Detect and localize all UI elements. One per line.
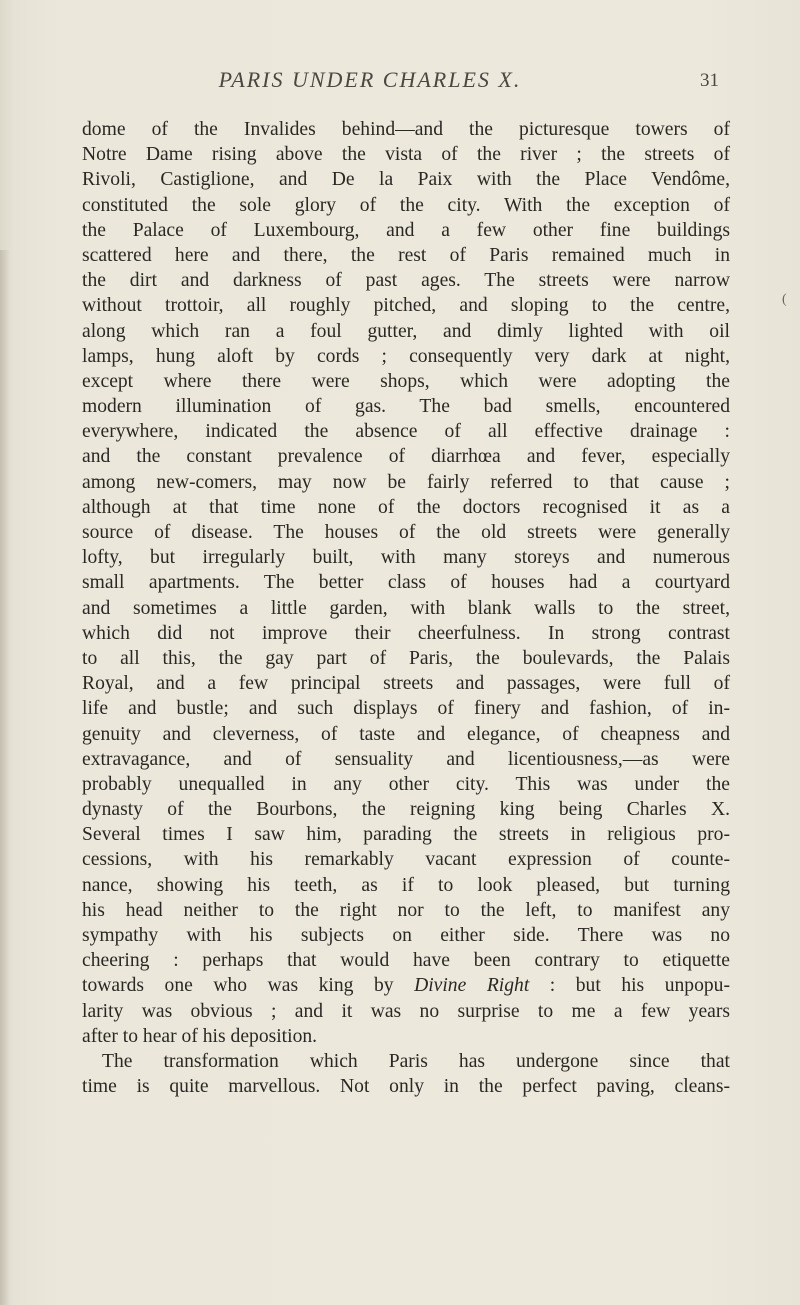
text-line: and the constant prevalence of diarrhœa and fever, especially: [82, 446, 730, 468]
text-line: and sometimes a little garden, with blank walls to the street,: [82, 597, 730, 619]
text-line: along which ran a foul gutter, and dimly lighted with oil: [82, 320, 730, 342]
text-line: everywhere, indicated the absence of all effective drainage :: [82, 421, 730, 443]
text-line: larity was obvious ; and it was no surprise to me a few years: [82, 1000, 730, 1022]
text-line: sympathy with his subjects on either side. There was no: [82, 925, 730, 946]
text-line: to all this, the gay part of Paris, the boulevards, the Palais: [82, 647, 730, 669]
text-line: among new-comers, may now be fairly referred to that cause ;: [82, 471, 730, 493]
text-line: Several times I saw him, parading the streets in religious pro-: [82, 824, 730, 846]
text-line: without trottoir, all roughly pitched, and sloping to the centre,: [82, 295, 730, 317]
text-line: although at that time none of the doctors recognised it as a: [82, 496, 730, 518]
text-line: source of disease. The houses of the old streets were generally: [82, 522, 730, 543]
text-line: scattered here and there, the rest of Paris remained much in: [82, 244, 730, 266]
text-line: lamps, hung aloft by cords ; consequently very dark at night,: [82, 345, 730, 367]
text-line: time is quite marvellous. Not only in the perfect paving, cleans-: [82, 1076, 730, 1098]
line-start: towards one who was king by: [82, 975, 415, 997]
text-line: his head neither to the right nor to the left, to manifest any: [82, 899, 730, 921]
text-line: genuity and cleverness, of taste and elegance, of cheapness and: [82, 723, 730, 745]
margin-mark: (: [782, 292, 787, 307]
text-line: the Palace of Luxembourg, and a few other fine buildings: [82, 219, 730, 241]
text-line: cessions, with his remarkably vacant expression of counte-: [82, 849, 730, 871]
text-line: probably unequalled in any other city. This was under the: [82, 773, 730, 795]
text-line: Notre Dame rising above the vista of the river ; the streets of: [82, 144, 730, 166]
text-line: Rivoli, Castiglione, and De la Paix with the Place Vendôme,: [82, 169, 730, 191]
text-line: modern illumination of gas. The bad smells, encountered: [82, 396, 730, 418]
text-line: nance, showing his teeth, as if to look pleased, but turning: [82, 874, 730, 896]
text-line: life and bustle; and such displays of finery and fashion, of in-: [82, 698, 730, 720]
text-line: Royal, and a few principal streets and passages, were full of: [82, 673, 730, 695]
text-line: cheering : perhaps that would have been contrary to etiquette: [82, 950, 730, 972]
body-text: [82, 117, 730, 1099]
binding-shadow: [0, 250, 10, 1305]
text-line: after to hear of his deposition.: [82, 1025, 318, 1047]
text-line: lofty, but irregularly built, with many storeys and numerous: [82, 547, 730, 569]
page-number: 31: [700, 70, 719, 91]
line-end: : but his unpopu-: [529, 975, 731, 997]
text-line: dome of the Invalides behind—and the picturesque towers of: [82, 119, 730, 140]
text-line-with-italic: [82, 973, 730, 998]
text-line: constituted the sole glory of the city. With the exception of: [82, 194, 730, 216]
text-line: extravagance, and of sensuality and licentiousness,—as were: [82, 748, 730, 770]
text-line: except where there were shops, which were adopting the: [82, 370, 730, 392]
running-title: PARIS UNDER CHARLES X.: [218, 67, 522, 92]
text-line: the dirt and darkness of past ages. The streets were narrow: [82, 270, 730, 292]
text-line: small apartments. The better class of houses had a courtyard: [82, 572, 730, 594]
paragraph-start: The transformation which Paris has undergone since that: [102, 1050, 730, 1072]
text-line: dynasty of the Bourbons, the reigning king being Charles X.: [82, 799, 730, 821]
italic-phrase: Divine Right: [414, 975, 530, 997]
text-line: which did not improve their cheerfulness. In strong contrast: [82, 622, 730, 644]
